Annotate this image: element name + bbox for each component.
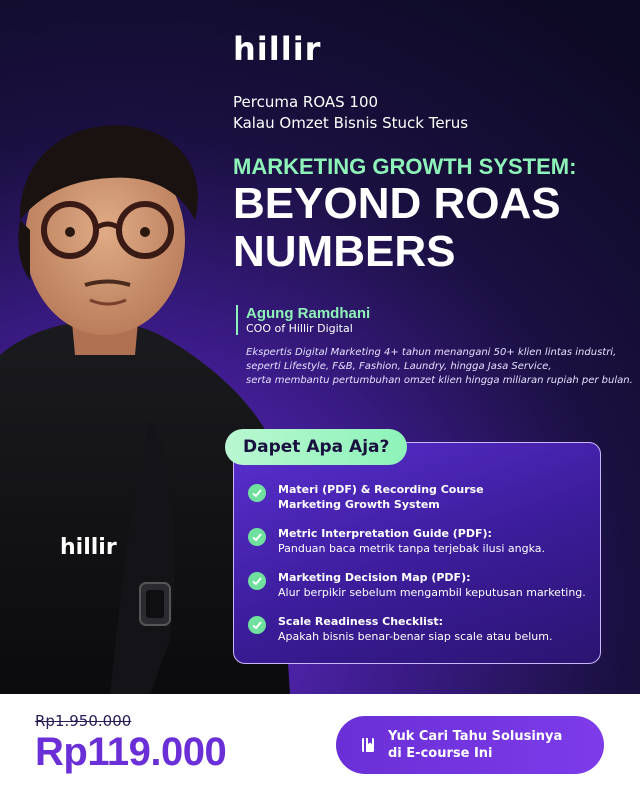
bio-line-1: Ekspertis Digital Marketing 4+ tahun menangani 50+ klien lintas industri,: [246, 347, 617, 358]
shirt-logo: hillir: [60, 535, 117, 560]
speaker-role: COO of Hillir Digital: [246, 322, 353, 335]
tagline-line-2: Kalau Omzet Bisnis Stuck Terus: [233, 114, 469, 132]
current-price: Rp119.000: [35, 730, 227, 774]
headline-kicker: MARKETING GROWTH SYSTEM:: [233, 154, 577, 179]
cta-button[interactable]: [336, 716, 604, 774]
check-icon: [248, 528, 266, 546]
check-icon: [248, 484, 266, 502]
benefit-title: Metric Interpretation Guide (PDF):: [278, 527, 492, 540]
headline: [233, 180, 561, 276]
benefit-desc: Panduan baca metrik tanpa terjebak ilusi angka.: [278, 542, 546, 555]
benefit-item: [248, 614, 593, 644]
bio-line-3: serta membantu pertumbuhan omzet klien hingga miliaran rupiah per bulan.: [246, 375, 633, 386]
headline-line-1: BEYOND ROAS: [233, 179, 561, 228]
benefits-title: Dapet Apa Aja?: [225, 429, 407, 465]
benefit-title: Scale Readiness Checklist:: [278, 615, 444, 628]
tagline: [233, 92, 468, 134]
headline-line-2: NUMBERS: [233, 227, 456, 276]
speaker-name: Agung Ramdhani: [246, 305, 371, 322]
bio-line-2: seperti Lifestyle, F&B, Fashion, Laundry, hingga Jasa Service,: [246, 361, 552, 372]
brand-logo: hillir: [233, 30, 322, 68]
benefit-item: [248, 526, 593, 556]
benefit-title: Marketing Decision Map (PDF):: [278, 571, 471, 584]
cta-label: [388, 728, 562, 762]
benefit-desc: Alur berpikir sebelum mengambil keputusan marketing.: [278, 586, 586, 599]
check-icon: [248, 616, 266, 634]
benefits-list: [248, 482, 593, 658]
benefit-item: [248, 482, 593, 512]
benefit-title: Materi (PDF) & Recording Course: [278, 483, 484, 496]
cta-line-1: Yuk Cari Tahu Solusinya: [388, 729, 563, 744]
speaker-accent-bar: [236, 305, 238, 335]
speaker-bio: [246, 346, 633, 388]
benefit-desc: Marketing Growth System: [278, 498, 440, 511]
book-icon: [360, 737, 376, 753]
benefit-item: [248, 570, 593, 600]
cta-line-2: di E-course Ini: [388, 746, 493, 761]
benefit-desc: Apakah bisnis benar-benar siap scale atau belum.: [278, 630, 553, 643]
tagline-line-1: Percuma ROAS 100: [233, 93, 379, 111]
old-price: Rp1.950.000: [35, 712, 132, 730]
check-icon: [248, 572, 266, 590]
